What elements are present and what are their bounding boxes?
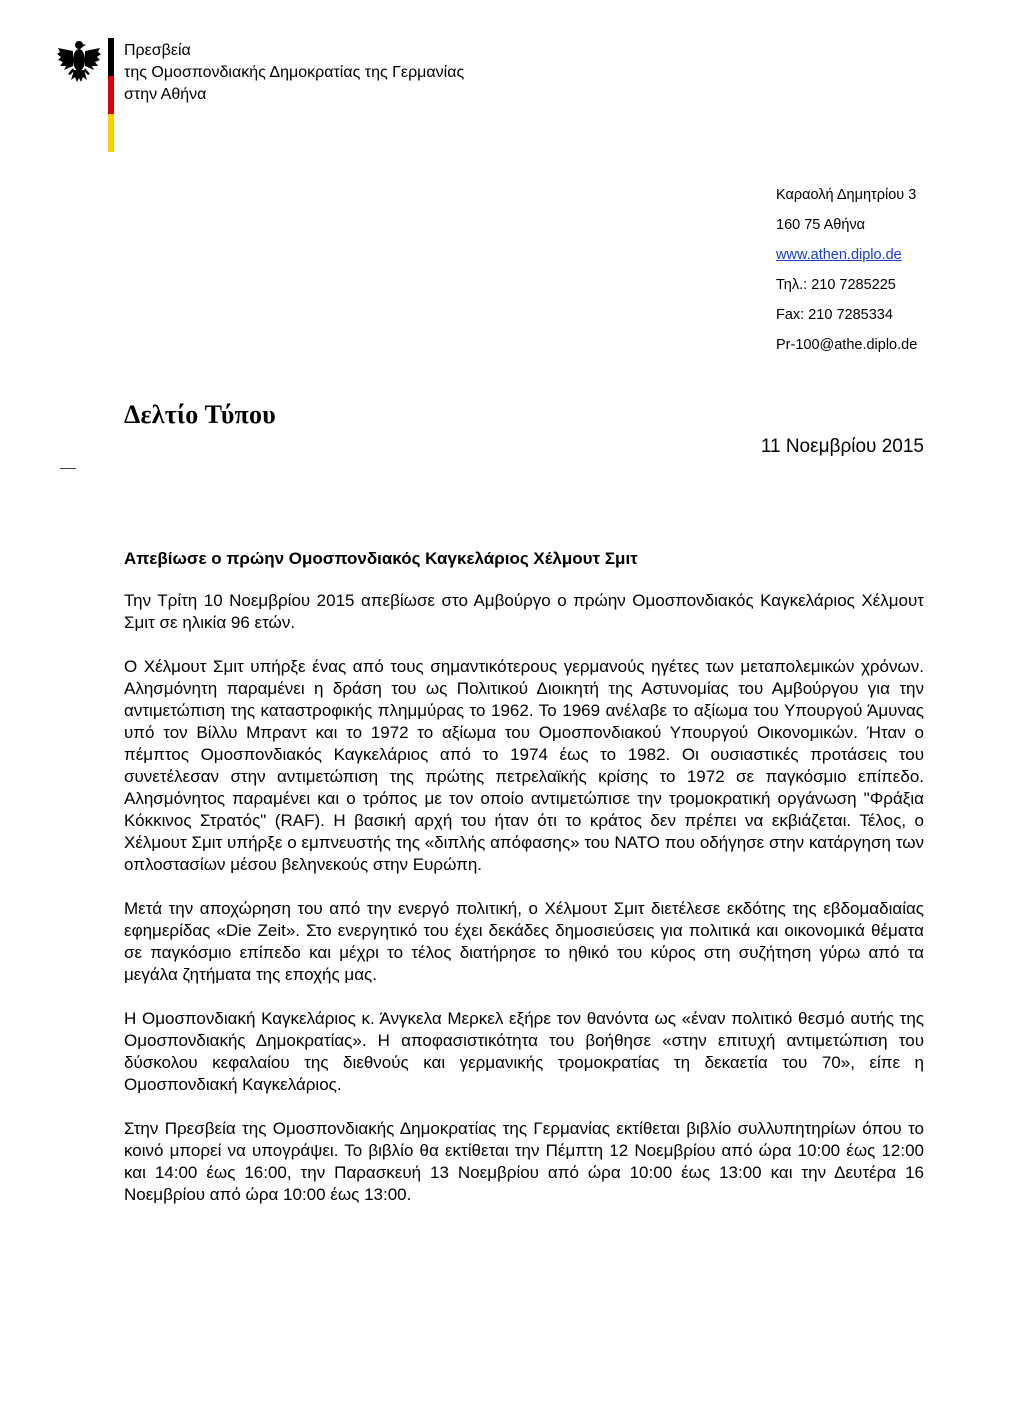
address-street: Καραολή Δημητρίου 3 xyxy=(776,187,917,203)
flag-stripe-black xyxy=(108,38,114,76)
fax-number: Fax: 210 7285334 xyxy=(776,307,893,323)
org-line-2: της Ομοσπονδιακής Δημοκρατίας της Γερμανίας xyxy=(124,64,465,81)
contact-address-block xyxy=(776,180,917,360)
flag-stripe-gold xyxy=(108,114,114,152)
paragraph-4: Η Ομοσπονδιακή Καγκελάριος κ. Άνγκελα Μερκελ εξήρε τον θανόντα ως «έναν πολιτικό θεσμό αυτής της Ομοσπονδιακής Δημοκρατίας». Η αποφασιστικότητα του βοήθησε «στην επιτυχή αντιμετώπιση του δύσκολου κεφαλαίου της διεθνούς και γερμανικής τρομοκρατίας τη δεκαετία του 70», είπε η Ομοσπονδιακή Καγκελάριος. xyxy=(124,1009,924,1094)
paragraph-2: Ο Χέλμουτ Σμιτ υπήρξε ένας από τους σημαντικότερους γερμανούς ηγέτες των μεταπολεμικών χρόνων. Αλησμόνητη παραμένει η δράση του ως Πολιτικού Διοικητή της Αστυνομίας του Αμβούργου για την αντιμετώπιση της καταστροφικής πλημμύρας το 1962. Το 1969 ανέλαβε το αξίωμα του Υπουργού Άμυνας υπό τον Βίλλυ Μπραντ και το 1972 το αξίωμα του Ομοσπονδιακού Υπουργού Οικονομικών. Ήταν ο πέμπτος Ομοσπονδιακός Καγκελάριος από το 1974 έως το 1982. Οι ουσιαστικές προτάσεις του συνετέλεσαν στην αντιμετώπιση της πρώτης πετρελαϊκής κρίσης το 1972 σε παγκόσμιο επίπεδο. Αλησμόνητος παραμένει και ο τρόπος με τον οποίο αντιμετώπισε την τρομοκρατική οργάνωση "Φράξια Κόκκινος Στρατός" (RAF). Η βασική αρχή του ήταν ότι το κράτος δεν πρέπει να εκβιάζεται. Τέλος, ο Χέλμουτ Σμιτ υπήρξε ο εμπνευστής της «διπλής απόφασης» του ΝΑΤΟ που οδήγησε στην κατάργηση των οπλοστασίων μέσου βεληνεκούς στην Ευρώπη. xyxy=(124,657,924,874)
paragraph-1: Την Τρίτη 10 Νοεμβρίου 2015 απεβίωσε στο Αμβούργο ο πρώην Ομοσπονδιακός Καγκελάριος Χέλμουτ Σμιτ σε ηλικία 96 ετών. xyxy=(124,591,924,632)
document-date: 11 Νοεμβρίου 2015 xyxy=(760,436,924,457)
paragraph-5: Στην Πρεσβεία της Ομοσπονδιακής Δημοκρατίας της Γερμανίας εκτίθεται βιβλίο συλλυπητηρίων όπου το κοινό μπορεί να υπογράψει. Το βιβλίο θα εκτίθεται την Πέμπτη 12 Νοεμβρίου από ώρα 10:00 έως 12:00 και 14:00 έως 16:00, την Παρασκευή 13 Νοεμβρίου από ώρα 10:00 έως 13:00 και την Δευτέρα 16 Νοεμβρίου από ώρα 10:00 έως 13:00. xyxy=(124,1119,924,1204)
headline: Απεβίωσε ο πρώην Ομοσπονδιακός Καγκελάριος Χέλμουτ Σμιτ xyxy=(124,549,638,568)
federal-eagle-icon xyxy=(56,38,102,84)
website-link[interactable]: www.athen.diplo.de xyxy=(776,247,902,263)
org-line-3: στην Αθήνα xyxy=(124,86,207,103)
org-line-1: Πρεσβεία xyxy=(124,42,191,59)
address-city: 160 75 Αθήνα xyxy=(776,217,866,233)
organization-name xyxy=(124,40,464,106)
email-address: Pr-100@athe.diplo.de xyxy=(776,337,918,353)
fold-mark xyxy=(60,468,76,469)
paragraph-3: Μετά την αποχώρηση του από την ενεργό πολιτική, ο Χέλμουτ Σμιτ διετέλεσε εκδότης της εβδομαδιαίας εφημερίδας «Die Zeit». Στο ενεργητικό του έχει δεκάδες δημοσιεύσεις για πολιτικά και οικονομικά θέματα σε παγκόσμιο επίπεδο και μέχρι το τέλος διατήρησε το ηθικό του κύρος στη συζήτηση γύρω από τα μεγάλα ζητήματα της εποχής μας. xyxy=(124,899,924,984)
press-release-body xyxy=(124,548,924,1228)
flag-stripe-red xyxy=(108,76,114,114)
document-title: Δελτίο Τύπου xyxy=(124,400,276,429)
phone-number: Τηλ.: 210 7285225 xyxy=(776,277,896,293)
